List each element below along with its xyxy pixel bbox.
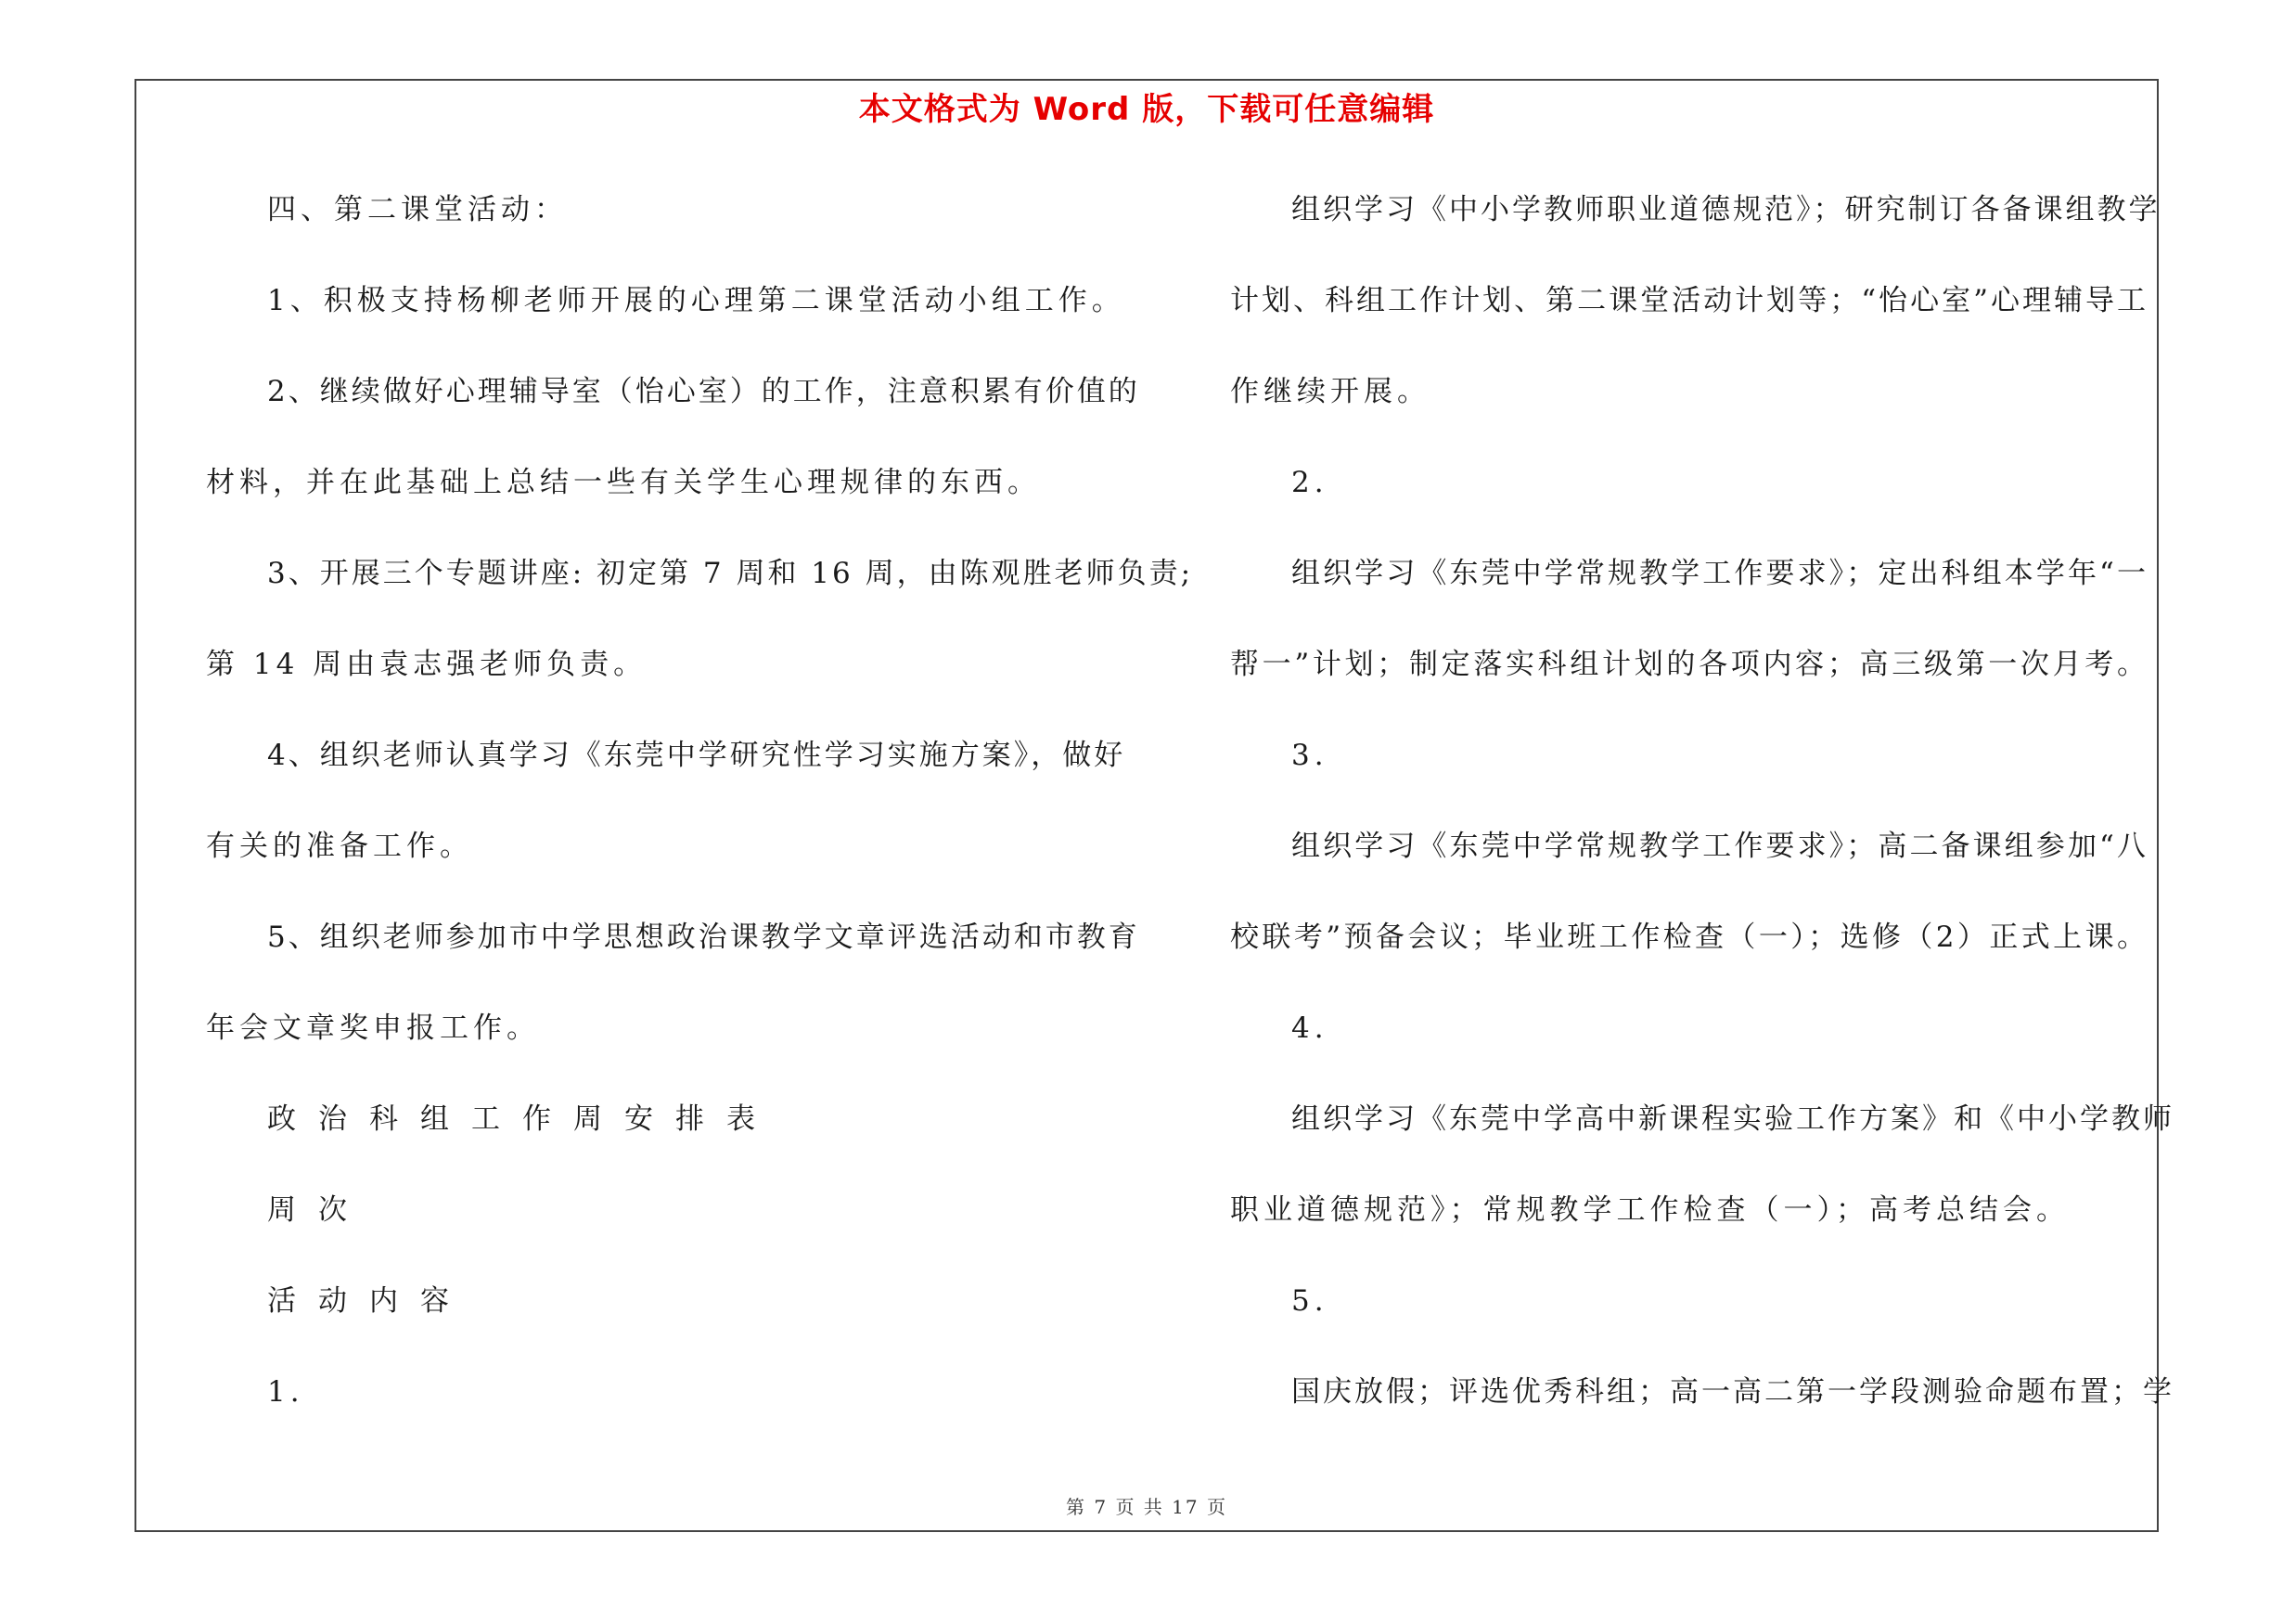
text-line: 帮一”计划；制定落实科组计划的各项内容；高三级第一次月考。: [1230, 648, 2148, 681]
text-line: 国庆放假；评选优秀科组；高一高二第一学段测验命题布置；学: [1291, 1375, 2174, 1409]
table-header-content: 活动内容: [267, 1284, 471, 1318]
text-line: 材料，并在此基础上总结一些有关学生心理规律的东西。: [206, 466, 1041, 499]
week-number: 1.: [267, 1375, 304, 1409]
text-line: 有关的准备工作。: [206, 830, 473, 863]
text-line: 校联考”预备会议；毕业班工作检查（一）；选修（2）正式上课。: [1230, 921, 2148, 954]
week-number: 2.: [1291, 466, 1328, 499]
text-line: 职业道德规范》；常规教学工作检查（一）；高考总结会。: [1230, 1193, 2070, 1227]
text-line: 年会文章奖申报工作。: [206, 1011, 540, 1045]
text-line: 组织学习《东莞中学常规教学工作要求》；高二备课组参加“八: [1291, 830, 2148, 863]
page-number-footer: 第 7 页 共 17 页: [1066, 1496, 1227, 1518]
week-number: 3.: [1291, 739, 1328, 772]
text-line: 5、组织老师参加市中学思想政治课教学文章评选活动和市教育: [267, 921, 1140, 954]
text-line: 组织学习《东莞中学高中新课程实验工作方案》和《中小学教师: [1291, 1102, 2174, 1136]
text-line: 3、开展三个专题讲座: 初定第 7 周和 16 周，由陈观胜老师负责;: [267, 557, 1194, 590]
text-line: 组织学习《中小学教师职业道德规范》；研究制订各备课组教学: [1291, 193, 2161, 226]
table-title: 政治科组工作周安排表: [267, 1102, 777, 1136]
week-number: 5.: [1291, 1284, 1328, 1318]
left-column: [206, 182, 1194, 1455]
text-line: 四、第二课堂活动：: [267, 193, 568, 226]
text-line: 组织学习《东莞中学常规教学工作要求》；定出科组本学年“一: [1291, 557, 2148, 590]
text-line: 计划、科组工作计划、第二课堂活动计划等；“怡心室”心理辅导工: [1230, 284, 2148, 317]
text-line: 2、继续做好心理辅导室（怡心室）的工作，注意积累有价值的: [267, 375, 1140, 408]
table-header-week: 周次: [267, 1193, 369, 1227]
text-line: 作继续开展。: [1230, 375, 1430, 408]
text-line: 第 14 周由袁志强老师负责。: [206, 648, 648, 681]
text-line: 1、积极支持杨柳老师开展的心理第二课堂活动小组工作。: [267, 284, 1125, 317]
week-number: 4.: [1291, 1011, 1328, 1045]
right-column: [1230, 182, 2174, 1455]
word-format-banner: 本文格式为 Word 版，下载可任意编辑: [858, 91, 1435, 128]
text-line: 4、组织老师认真学习《东莞中学研究性学习实施方案》，做好: [267, 739, 1126, 772]
